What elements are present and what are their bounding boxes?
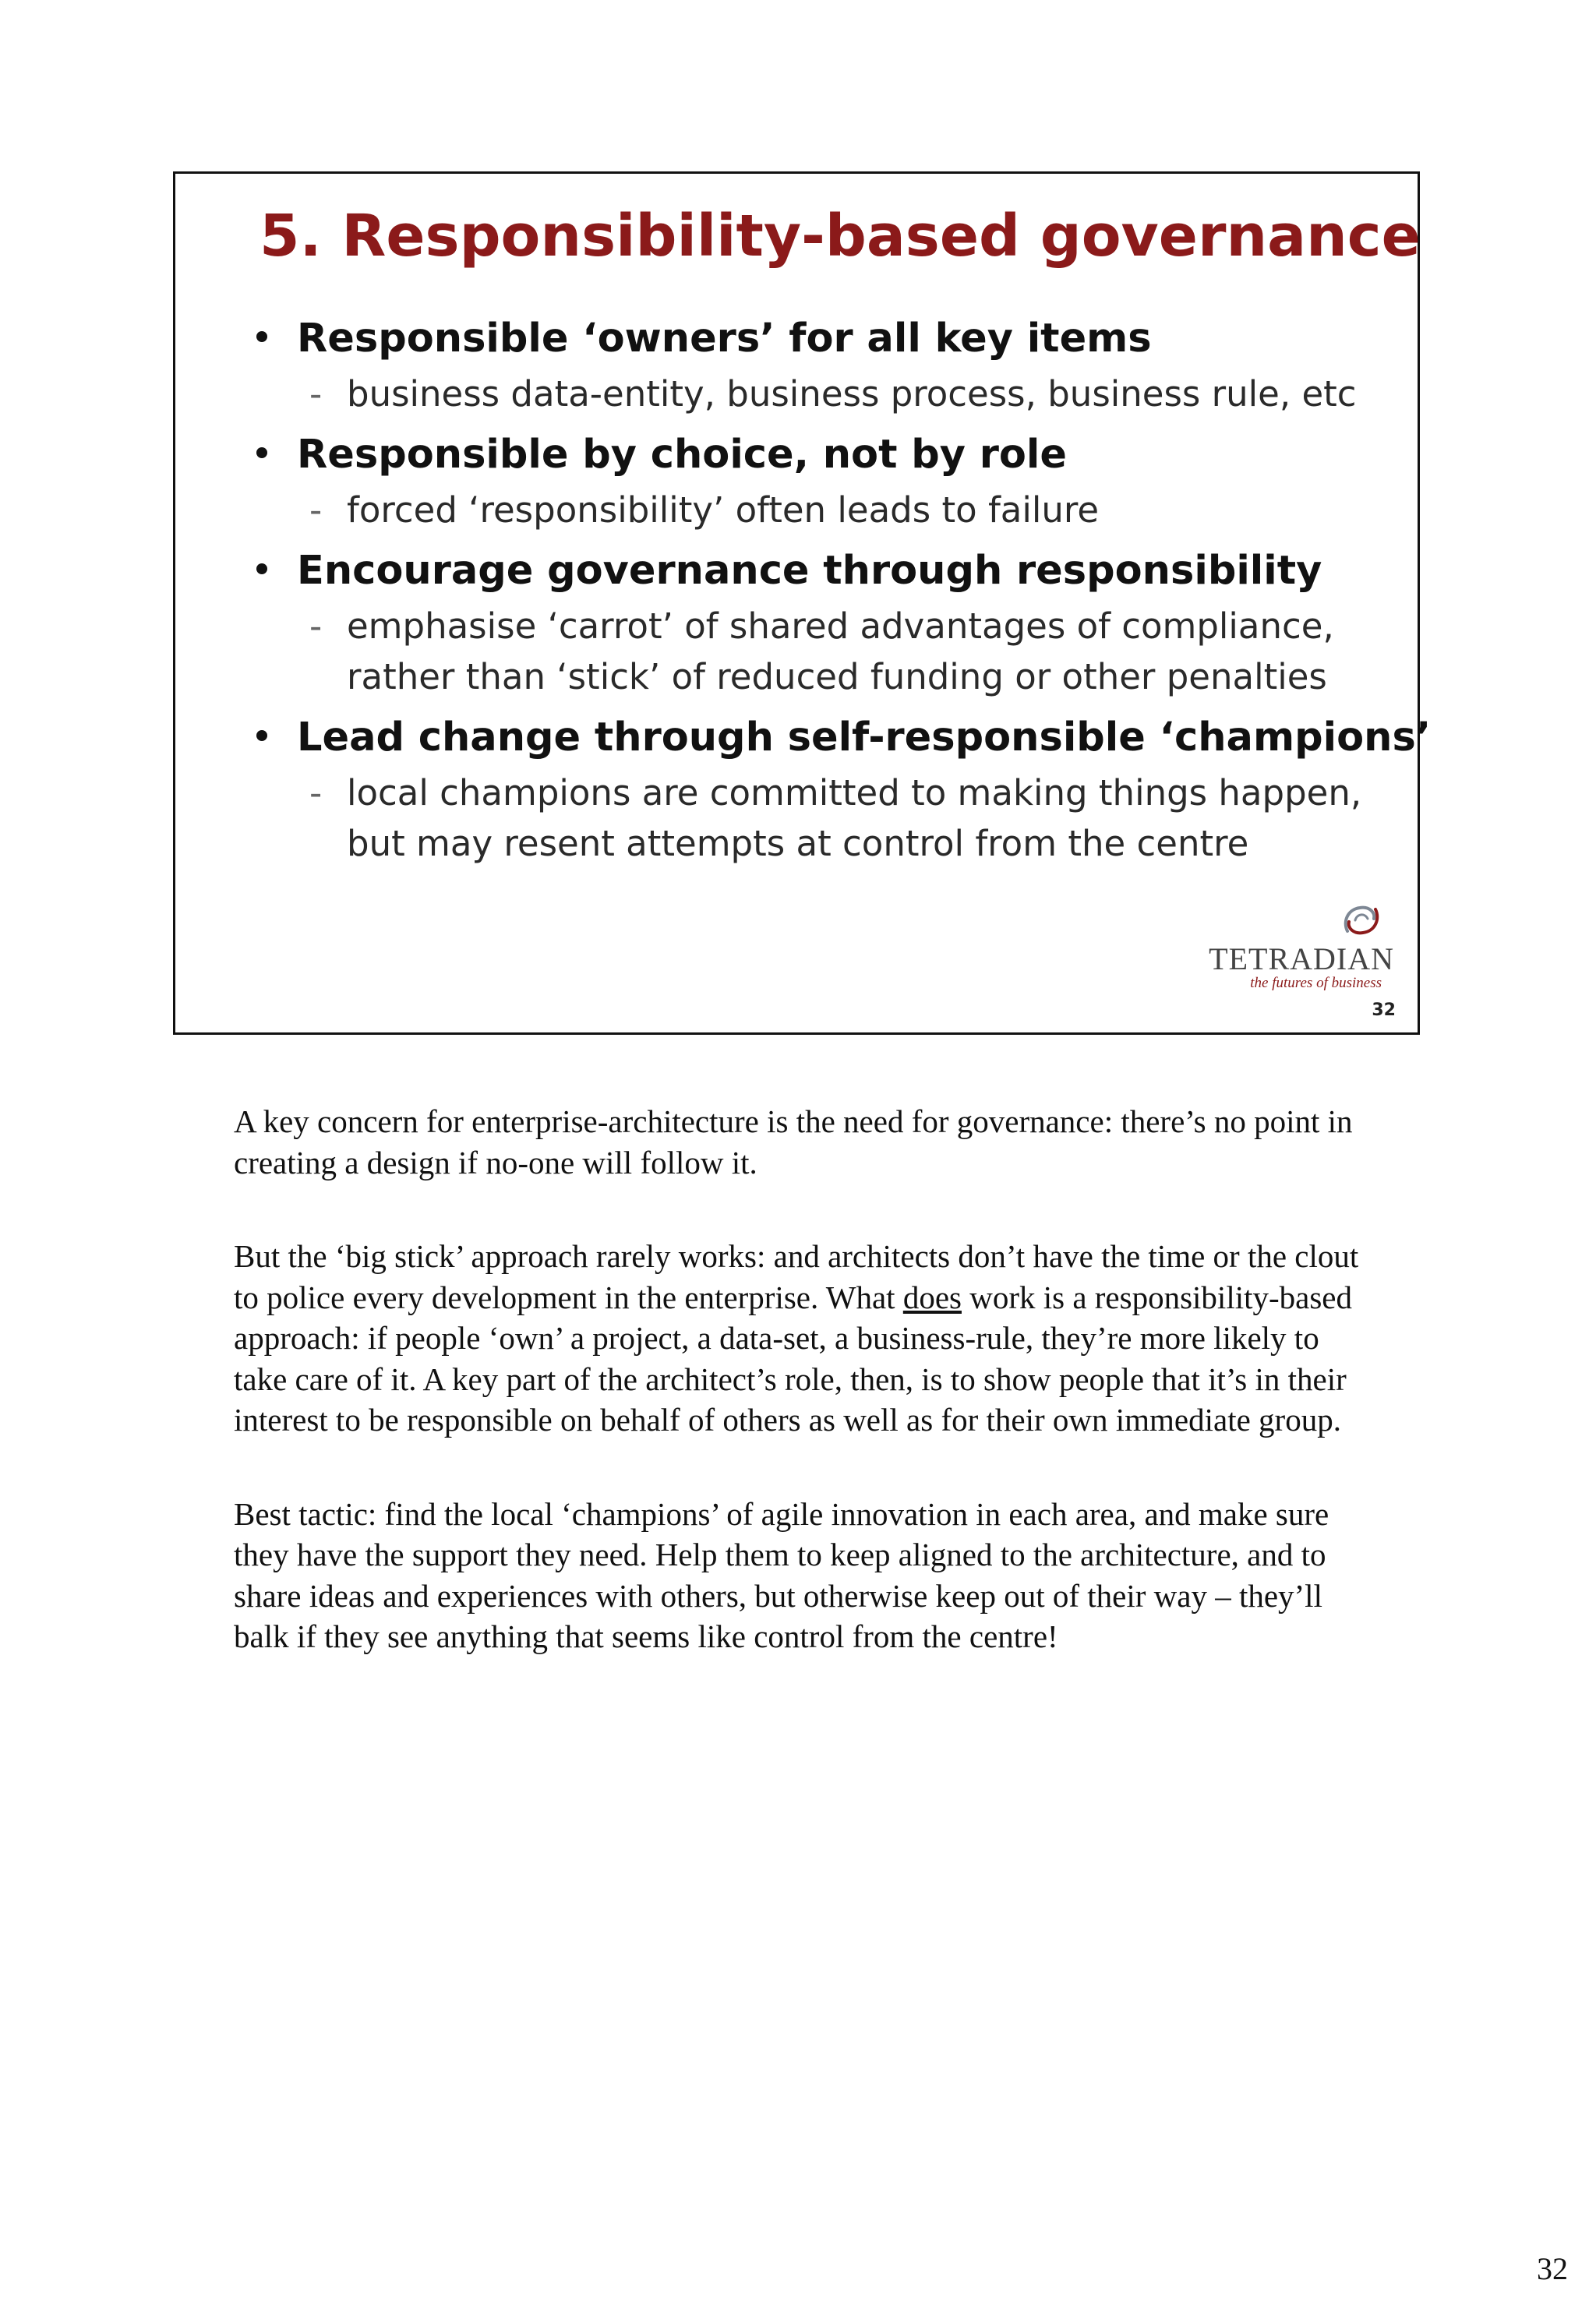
dash-icon: - [309, 489, 323, 531]
speaker-notes [234, 1101, 1364, 1710]
bullet-dot-icon [256, 563, 267, 574]
slide [173, 171, 1432, 1035]
bullet-item [253, 546, 1407, 702]
notes-text: But the ‘big stick’ approach rarely works: and architects don’t have the time or the clout to police every development in the enterprise. What [234, 1238, 1359, 1315]
bullet-heading: Encourage governance through responsibility [297, 548, 1322, 594]
bullet-heading: Lead change through self-responsible ‘champions’ [297, 715, 1432, 761]
notes-paragraph [234, 1236, 1364, 1441]
bullet-list [253, 314, 1432, 880]
sub-item-text: business data-entity, business process, business rule, etc [347, 373, 1357, 415]
bullet-item [253, 314, 1407, 419]
bullet-dot-icon [256, 730, 267, 741]
sub-list [297, 768, 1407, 869]
bullet-dot-icon [256, 331, 267, 342]
sub-item [297, 601, 1407, 702]
logo-name: TETRADIAN [1209, 941, 1394, 976]
dash-icon: - [309, 605, 323, 647]
bullet-item [253, 430, 1407, 535]
bullet-item [253, 713, 1432, 869]
bullet-heading: Responsible by choice, not by role [297, 432, 1068, 478]
sub-item [297, 485, 1407, 535]
notes-paragraph: A key concern for enterprise-architecture is the need for governance: there’s no point in creating a design if no-one will follow it. [234, 1103, 1353, 1180]
dash-icon: - [309, 373, 323, 415]
sub-item-text: local champions are committed to making things happen, but may resent attempts at control from the centre [347, 772, 1362, 864]
notes-paragraph: Best tactic: find the local ‘champions’ of agile innovation in each area, and make sure they have the support they need. Help them to keep aligned to the architecture, and to share ideas and experiences with others, but otherwise keep out of their way – they’ll balk if they see anything that seems like control from the centre! [234, 1495, 1329, 1654]
logo-tagline: the futures of business [1250, 975, 1382, 991]
sub-list [297, 369, 1407, 419]
tetradian-swirl-icon [1340, 900, 1383, 941]
sub-list [297, 601, 1407, 702]
notes-text: work is a responsibility-based approach: if people ‘own’ a project, a data-set, a business-rule, they’re more likely to take care of it. A key part of the architect’s role, then, is to show people that it’s in their interest to be responsible on behalf of others as well as for their own immediate group. [234, 1279, 1352, 1438]
sub-item-text: forced ‘responsibility’ often leads to failure [347, 489, 1100, 531]
dash-icon: - [309, 772, 323, 813]
sub-item [297, 768, 1407, 869]
sub-item [297, 369, 1407, 419]
sub-list [297, 485, 1407, 535]
page-number: 32 [1537, 2251, 1568, 2286]
slide-title: 5. Responsibility-based governance [260, 203, 1421, 270]
sub-item-text: emphasise ‘carrot’ of shared advantages of compliance, rather than ‘stick’ of reduced funding or other penalties [347, 605, 1334, 697]
bullet-dot-icon [256, 447, 267, 458]
slide-number: 32 [1372, 1001, 1396, 1020]
tetradian-logo [1207, 900, 1394, 992]
bullet-heading: Responsible ‘owners’ for all key items [297, 316, 1152, 362]
emphasis-text: does [902, 1279, 962, 1315]
